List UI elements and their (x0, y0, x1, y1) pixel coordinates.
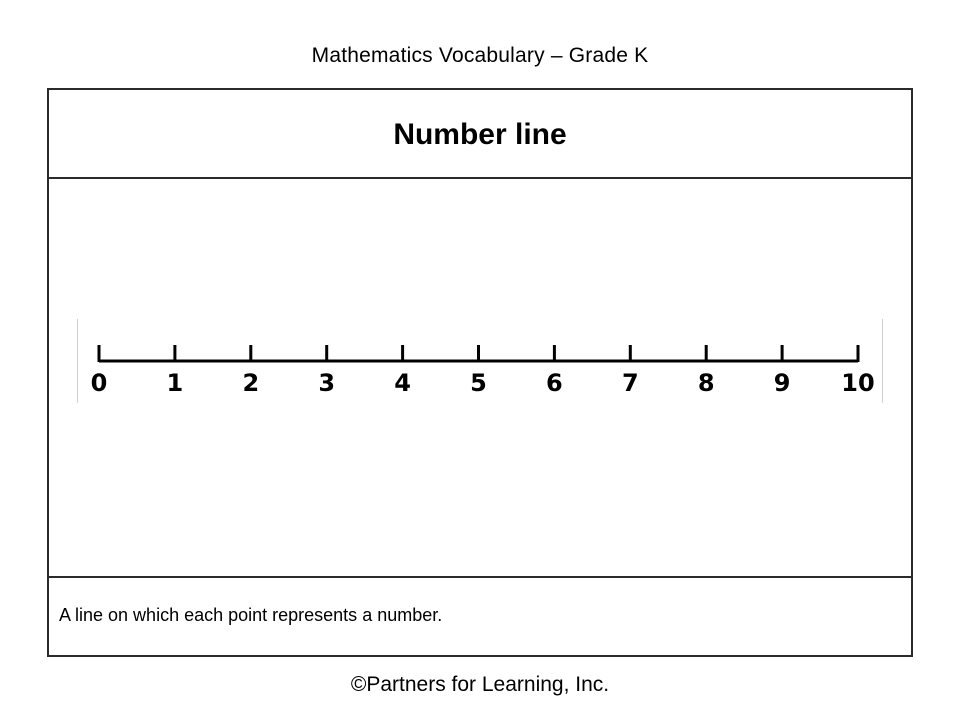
copyright-footer: ©Partners for Learning, Inc. (350, 673, 610, 696)
number-line-label: 2 (242, 369, 260, 397)
number-line-label: 5 (470, 369, 487, 397)
number-line-label: 8 (697, 369, 715, 397)
number-line-illustration (77, 319, 883, 403)
number-line-labels (91, 369, 875, 397)
illustration-area (49, 179, 911, 578)
number-line-label: 9 (773, 369, 791, 397)
definition-text: A line on which each point represents a number. (59, 605, 443, 625)
number-line-label: 7 (621, 369, 639, 397)
vocabulary-term: Number line (393, 118, 567, 151)
number-line-label: 4 (394, 369, 411, 397)
number-line-label: 0 (90, 369, 108, 397)
vocabulary-card (47, 88, 913, 657)
number-line-label: 10 (841, 369, 875, 397)
number-line-label: 1 (166, 369, 184, 397)
number-line-label: 3 (318, 369, 336, 397)
number-line-ticks (99, 345, 858, 362)
title-band (49, 90, 911, 179)
page-header: Mathematics Vocabulary – Grade K (311, 44, 649, 67)
number-line-label: 6 (546, 369, 563, 397)
